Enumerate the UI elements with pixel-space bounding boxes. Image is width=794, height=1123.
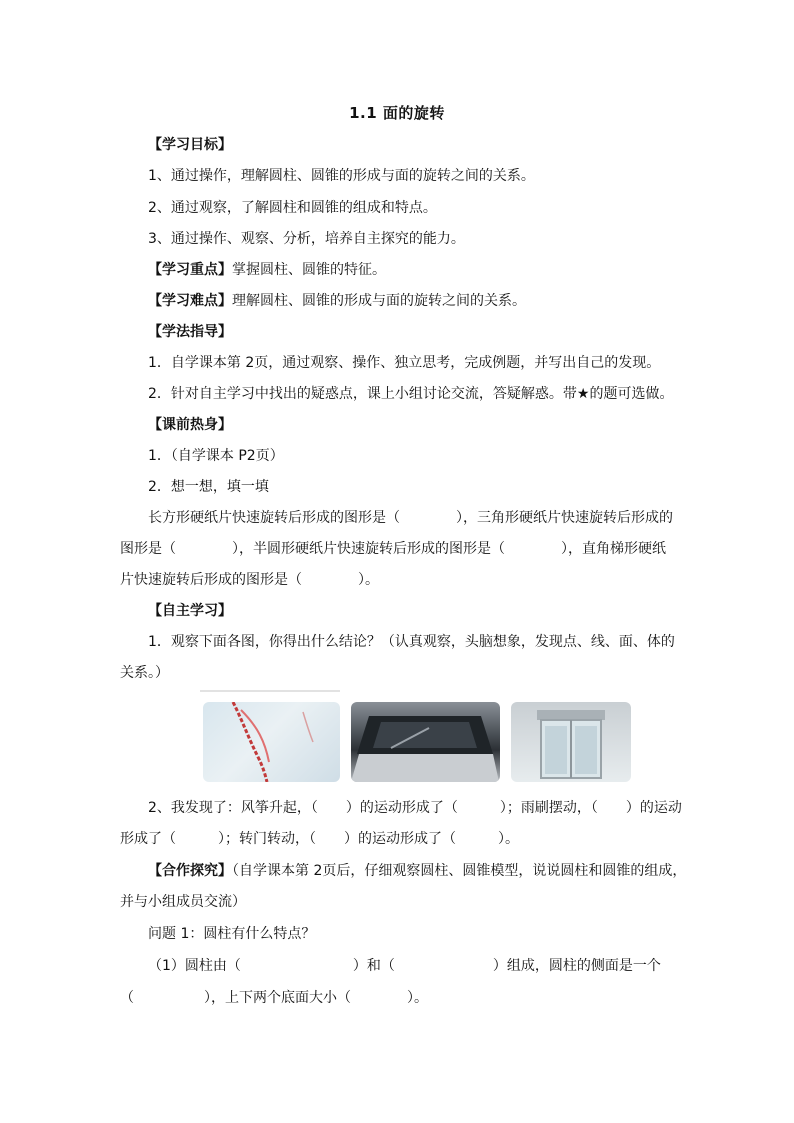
- car-illustration: [351, 702, 500, 782]
- cooperation-line-2: 并与小组成员交流）: [120, 894, 246, 910]
- cooperation-heading: 【合作探究】: [148, 863, 232, 879]
- objectives-heading: 【学习目标】: [148, 137, 232, 153]
- method-item-1: 1．自学课本第 2页，通过观察、操作、独立思考，完成例题，并写出自己的发现。: [148, 355, 661, 371]
- key-point: [148, 260, 386, 280]
- self-study-q1-line-1: 1．观察下面各图，你得出什么结论？（认真观察，头脑想象，发现点、线、面、体的: [148, 634, 675, 650]
- objective-item-2: 2、通过观察，了解圆柱和圆锥的组成和特点。: [148, 200, 437, 216]
- self-study-q2-line-1: 2、我发现了：风筝升起，（ ）的运动形成了（ ）；雨刷摆动，（ ）的运动: [148, 800, 682, 816]
- cooperation-line-1: [148, 861, 686, 881]
- warmup-paragraph-line-2: 图形是（ ），半圆形硬纸片快速旋转后形成的图形是（ ），直角梯形硬纸: [120, 541, 666, 557]
- divider: [200, 690, 340, 692]
- kite-illustration: [203, 702, 340, 782]
- self-study-heading: 【自主学习】: [148, 603, 232, 619]
- difficulty: [148, 291, 526, 311]
- cooperation-item-1-line-2: （ ），上下两个底面大小（ ）。: [120, 990, 428, 1006]
- warmup-heading: 【课前热身】: [148, 417, 232, 433]
- warmup-paragraph-line-1: 长方形硬纸片快速旋转后形成的图形是（ ），三角形硬纸片快速旋转后形成的: [148, 510, 673, 526]
- cooperation-question-1: 问题 1：圆柱有什么特点？: [148, 926, 316, 942]
- difficulty-heading: 【学习难点】: [148, 293, 232, 309]
- image-strip: [203, 702, 633, 784]
- self-study-q1-line-2: 关系。）: [120, 665, 169, 681]
- self-study-q2-line-2: 形成了（ ）；转门转动，（ ）的运动形成了（ ）。: [120, 831, 519, 847]
- key-point-heading: 【学习重点】: [148, 262, 232, 278]
- key-point-text: 掌握圆柱、圆锥的特征。: [232, 262, 386, 278]
- page-title: 1.1 面的旋转: [349, 104, 445, 122]
- warmup-paragraph-line-3: 片快速旋转后形成的图形是（ ）。: [120, 572, 379, 588]
- method-heading: 【学法指导】: [148, 324, 232, 340]
- kite-photo: [203, 702, 340, 782]
- warmup-item-1: 1．（自学课本 P2页）: [148, 448, 284, 464]
- warmup-item-2: 2．想一想，填一填: [148, 479, 269, 495]
- objective-item-3: 3、通过操作、观察、分析，培养自主探究的能力。: [148, 231, 465, 247]
- objective-item-1: 1、通过操作，理解圆柱、圆锥的形成与面的旋转之间的关系。: [148, 168, 535, 184]
- cooperation-intro: （自学课本第 2页后，仔细观察圆柱、圆锥模型，说说圆柱和圆锥的组成，: [232, 863, 687, 879]
- revolving-door-photo: [511, 702, 631, 782]
- car-windshield-photo: [351, 702, 500, 782]
- door-illustration: [511, 702, 631, 782]
- cooperation-item-1-line-1: （1）圆柱由（ ）和（ ）组成，圆柱的侧面是一个: [148, 958, 661, 974]
- difficulty-text: 理解圆柱、圆锥的形成与面的旋转之间的关系。: [232, 293, 526, 309]
- method-item-2: 2．针对自主学习中找出的疑惑点，课上小组讨论交流，答疑解惑。带★的题可选做。: [148, 386, 674, 402]
